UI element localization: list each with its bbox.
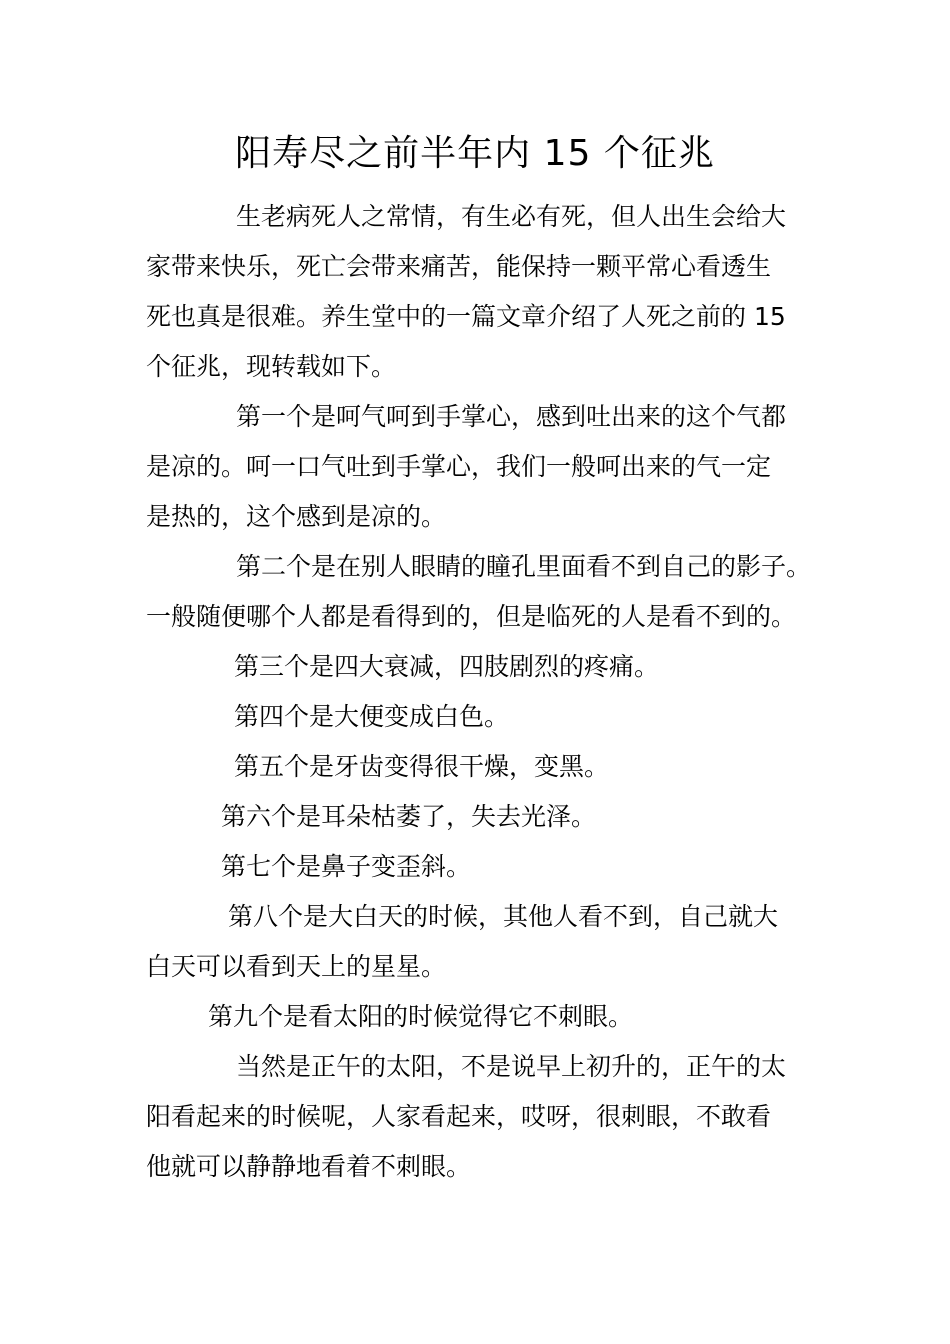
- text-line: 是热的，这个感到是凉的。: [146, 502, 447, 531]
- text-line: 当然是正午的太阳，不是说早上初升的，正午的太: [236, 1052, 787, 1081]
- text-line: 是凉的。呵一口气吐到手掌心，我们一般呵出来的气一定: [146, 452, 772, 481]
- text-line: 生老病死人之常情，有生必有死，但人出生会给大: [236, 202, 787, 231]
- document-title: 阳寿尽之前半年内 15 个征兆: [235, 133, 715, 174]
- text-line: 第四个是大便变成白色。: [234, 702, 510, 731]
- text-line: 家带来快乐，死亡会带来痛苦，能保持一颗平常心看透生: [146, 252, 772, 281]
- text-line: 死也真是很难。养生堂中的一篇文章介绍了人死之前的 15: [146, 302, 786, 331]
- text-line: 第九个是看太阳的时候觉得它不刺眼。: [208, 1002, 634, 1031]
- text-line: 阳看起来的时候呢，人家看起来，哎呀，很刺眼，不敢看: [146, 1102, 772, 1131]
- text-line: 一般随便哪个人都是看得到的，但是临死的人是看不到的。: [146, 602, 797, 631]
- text-line: 个征兆，现转载如下。: [146, 352, 397, 381]
- text-line: 第六个是耳朵枯萎了，失去光泽。: [221, 802, 597, 831]
- text-line: 第五个是牙齿变得很干燥，变黑。: [234, 752, 610, 781]
- text-line: 第三个是四大衰减，四肢剧烈的疼痛。: [234, 652, 660, 681]
- text-line: 他就可以静静地看着不刺眼。: [146, 1152, 472, 1181]
- text-line: 第一个是呵气呵到手掌心，感到吐出来的这个气都: [236, 402, 787, 431]
- text-line: 第八个是大白天的时候，其他人看不到，自己就大: [228, 902, 779, 931]
- text-line: 第七个是鼻子变歪斜。: [221, 852, 472, 881]
- text-line: 第二个是在别人眼睛的瞳孔里面看不到自己的影子。: [236, 552, 812, 581]
- text-line: 白天可以看到天上的星星。: [146, 952, 447, 981]
